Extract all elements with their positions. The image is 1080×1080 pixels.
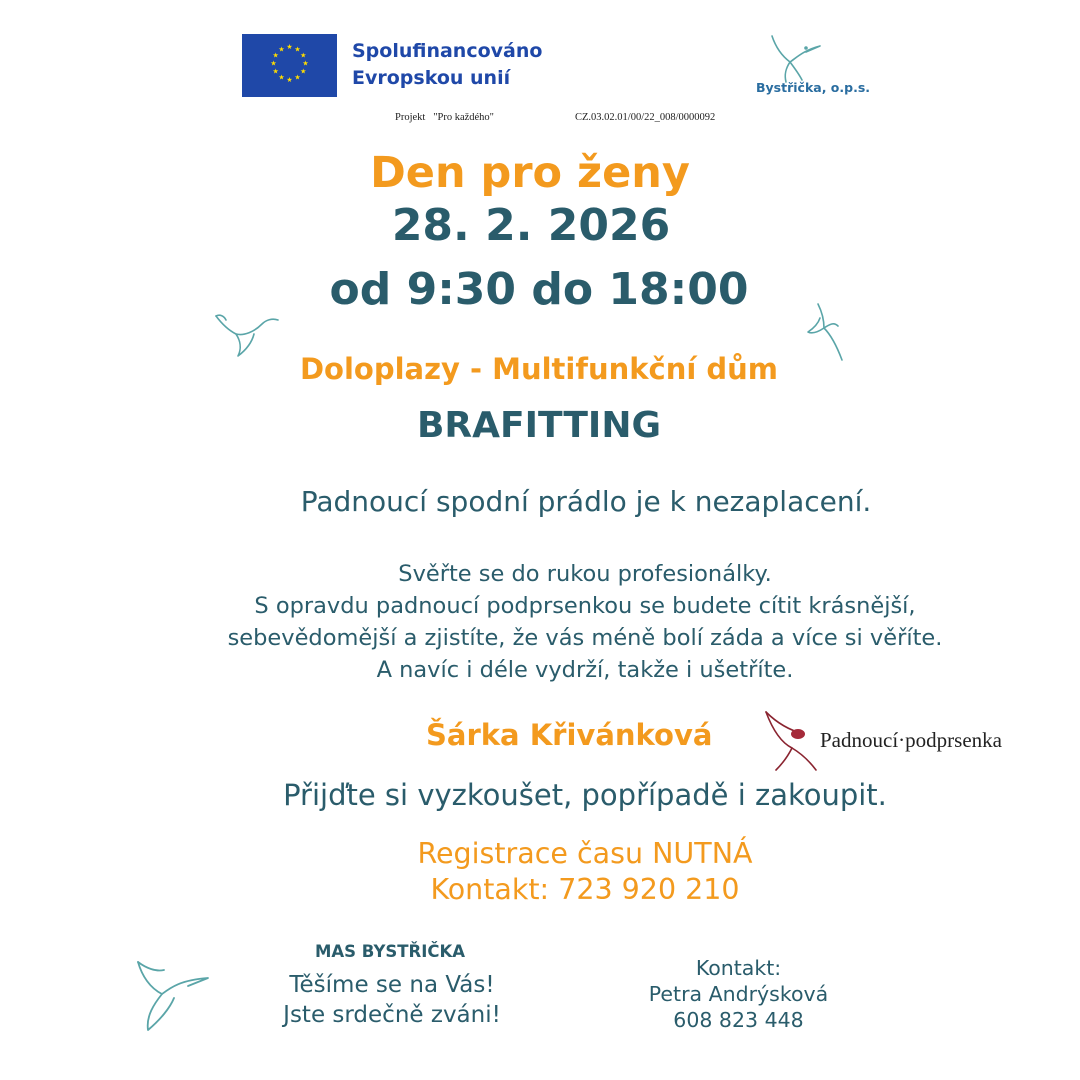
svg-text:★: ★ xyxy=(286,76,293,84)
svg-text:★: ★ xyxy=(278,73,285,82)
greeting-line-1: Těšíme se na Vás! xyxy=(289,972,495,998)
svg-text:★: ★ xyxy=(272,51,279,60)
description-line-4: A navíc i déle vydrží, takže i ušetříte. xyxy=(376,657,794,683)
svg-text:★: ★ xyxy=(270,59,277,68)
project-label: Projekt "Pro každého" xyxy=(395,112,494,123)
greeting-line-2: Jste srdečně zváni! xyxy=(283,1002,501,1028)
eu-line-2: Evropskou unií xyxy=(352,67,511,89)
svg-text:★: ★ xyxy=(302,59,309,68)
registration-block xyxy=(0,836,1080,908)
description-line-2: S opravdu padnoucí podprsenkou se budete cítit krásnější, xyxy=(254,593,916,619)
description xyxy=(0,558,1080,686)
footer-contact xyxy=(0,955,1080,1033)
event-venue: Doloplazy - Multifunkční dům xyxy=(299,352,779,386)
event-name: BRAFITTING xyxy=(416,405,662,446)
eu-flag-logo xyxy=(242,34,337,97)
contact-phone: 608 823 448 xyxy=(673,1008,804,1032)
tagline: Padnoucí spodní prádlo je k nezaplacení. xyxy=(300,485,872,518)
project-code: CZ.03.02.01/00/22_008/0000092 xyxy=(575,112,716,123)
svg-text:★: ★ xyxy=(294,45,301,54)
event-time: od 9:30 do 18:00 xyxy=(329,264,749,315)
svg-text:★: ★ xyxy=(278,45,285,54)
eu-stars-icon xyxy=(242,34,337,97)
eu-funding-text xyxy=(352,38,542,92)
svg-text:★: ★ xyxy=(294,73,301,82)
svg-text:★: ★ xyxy=(300,67,307,76)
org-name: Bystřička, o.p.s. xyxy=(756,80,871,95)
eu-line-1: Spolufinancováno xyxy=(352,40,543,62)
invite-text: Přijďte si vyzkoušet, popřípadě i zakoupit. xyxy=(283,778,887,812)
svg-text:★: ★ xyxy=(300,51,307,60)
registration-required: Registrace času NUTNÁ xyxy=(417,837,753,870)
description-line-3: sebevědomější a zjistíte, že vás méně bolí záda a více si věříte. xyxy=(227,625,943,651)
event-title: Den pro ženy xyxy=(370,148,690,198)
padnouci-podprsenka-logo-icon xyxy=(762,708,822,774)
mas-title: MAS BYSTŘIČKA xyxy=(314,942,466,961)
description-line-1: Svěřte se do rukou profesionálky. xyxy=(398,561,772,587)
presenter-name: Šárka Křivánková xyxy=(426,718,713,752)
event-date: 28. 2. 2026 xyxy=(391,200,671,251)
contact-label: Kontakt: xyxy=(695,956,782,980)
presenter-brand: Padnoucí·podprsenka xyxy=(820,728,1002,752)
svg-text:★: ★ xyxy=(286,43,293,51)
registration-contact: Kontakt: 723 920 210 xyxy=(430,873,740,906)
svg-text:★: ★ xyxy=(272,67,279,76)
contact-name: Petra Andrýsková xyxy=(648,982,829,1006)
